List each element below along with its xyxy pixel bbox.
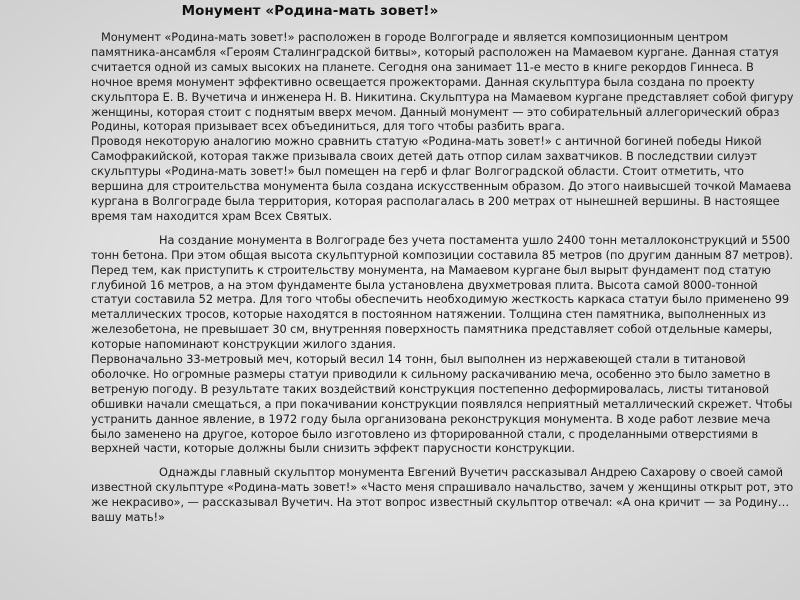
article-body <box>91 30 795 525</box>
paragraph-construction: На создание монумента в Волгограде без учета постамента ушло 2400 тонн металлоконструкций и 5500 тонн бетона. При этом общая высота скульптурной композиции составила 85 метров (по другим данным 87 метров). Перед тем, как приступить к строительству монумента, на Мамаевом кургане был вырыт фундамент под статую глубиной 16 метров, а на этом фундаменте была установлена двухметровая плита. Высота самой 8000-тонной статуи составила 52 метра. Для того чтобы обеспечить необходимую жесткость каркаса статуи было применено 99 металлических тросов, которые находятся в постоянном натяжении. Толщина стен памятника, выполненных из железобетона, не превышает 30 см, внутренняя поверхность памятника представляет собой отдельные камеры, которые напоминают конструкции жилого здания. <box>91 232 793 352</box>
paragraph-anecdote: Однажды главный скульптор монумента Евгений Вучетич рассказывал Андрею Сахарову о своей самой известной скульптуре «Родина-мать зовет!» «Часто меня спрашивало начальство, зачем у женщины открыт рот, это же некрасиво», — рассказывал Вучетич. На этот вопрос известный скульптор отвечал: «А она кричит — за Родину… вашу мать!» <box>91 465 794 525</box>
paragraph-sword: Первоначально 33-метровый меч, который весил 14 тонн, был выполнен из нержавеющей стали в титановой оболочке. Но огромные размеры статуи приводили к сильному раскачиванию меча, особенно это было заметно в ветреную погоду. В результате таких воздействий конструкция постепенно деформировалась, листы титановой обшивки начали смещаться, а при покачивании конструкции появлялся неприятный металлический скрежет. Чтобы устранить данное явление, в 1972 году была организована реконструкция монумента. В ходе работ лезвие меча было заменено на другое, которое было изготовлено из фторированной стали, с проделанными отверстиями в верхней части, которые должны были снизить эффект парусности конструкции. <box>91 352 793 456</box>
paragraph-intro: Монумент «Родина-мать зовет!» расположен в городе Волгограде и является композиционным центром памятника-ансамбля «Героям Сталинградской битвы», который расположен на Мамаевом кургане. Данная статуя считается одной из самых высоких на планете. Сегодня она занимает 11-е место в книге рекордов Гиннеса. В ночное время монумент эффективно освещается прожекторами. Данная скульптура была создана по проекту скульптора Е. В. Вучетича и инженера Н. В. Никитина. Скульптура на Мамаевом кургане представляет собой фигуру женщины, которая стоит с поднятым вверх мечом. Данный монумент — это собирательный аллегорический образ Родины, которая призывает всех объединиться, для того чтобы разбить врага. <box>91 30 794 134</box>
page-title: Монумент «Родина-мать зовет!» <box>181 3 439 19</box>
paragraph-analogy: Проводя некоторую аналогию можно сравнить статую «Родина-мать зовет!» с античной богиней победы Никой Самофракийской, которая также призывала своих детей дать отпор силам захватчиков. В последствии силуэт скульптуры «Родина-мать зовет!» был помещен на герб и флаг Волгоградской области. Стоит отметить, что вершина для строительства монумента была создана искусственным образом. До этого наивысшей точкой Мамаева кургана в Волгограде была территория, которая располагалась в 200 метрах от нынешней вершины. В настоящее время там находится храм Всех Святых. <box>91 134 792 223</box>
paragraph-gap <box>91 456 795 465</box>
paragraph-gap <box>91 224 795 233</box>
